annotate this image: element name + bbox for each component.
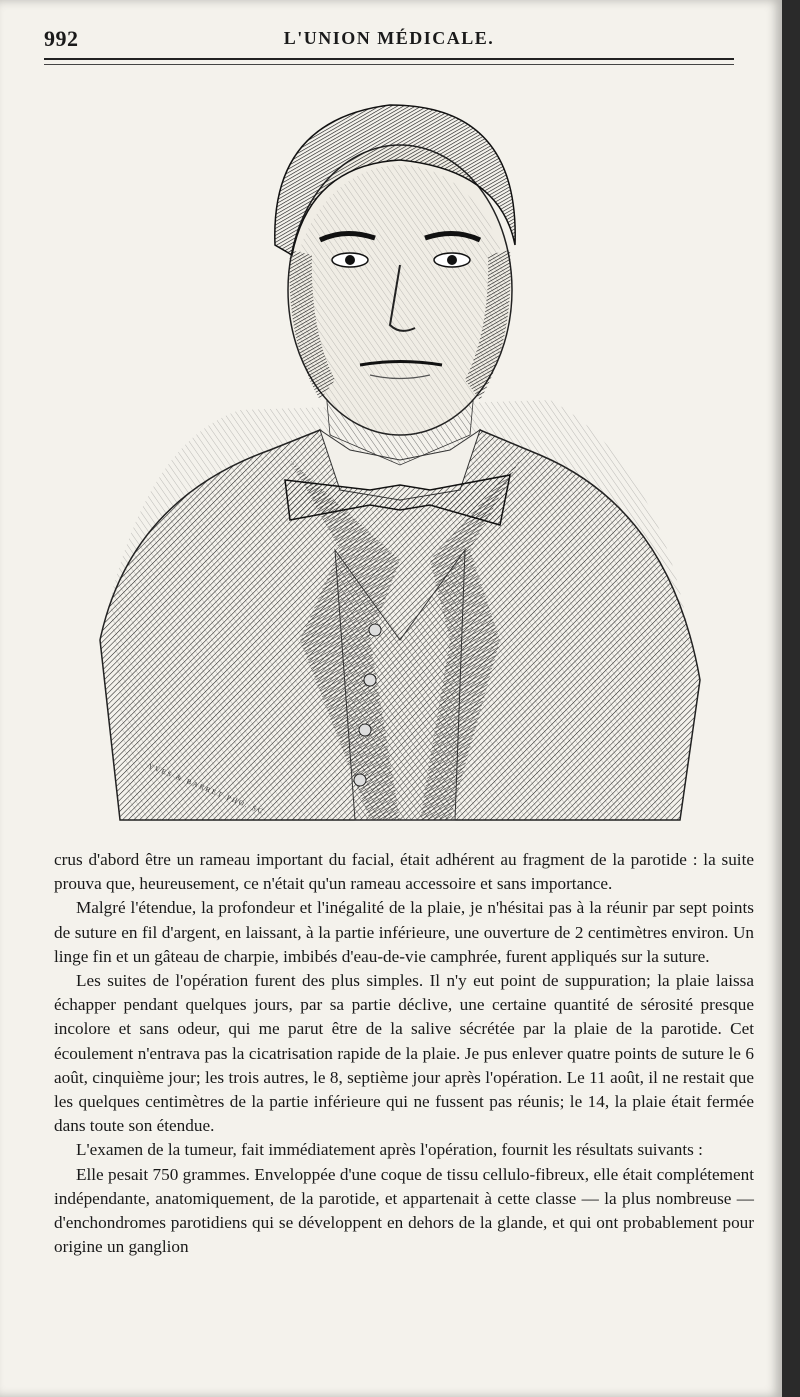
engraver-credit: YVES & BARRET PHO. SC.: [147, 762, 269, 818]
running-head: L'UNION MÉDICALE.: [283, 28, 495, 48]
paragraph-4: L'examen de la tumeur, fait immédiatement après l'opération, fournit les résultats suivants :: [76, 1140, 703, 1160]
header-rule-thin: [44, 64, 734, 65]
body-text: [54, 848, 754, 1259]
paragraph-3: Les suites de l'opération furent des plus simples. Il n'y eut point de suppuration; la plaie laissa échapper pendant quelques jours, par sa partie déclive, une certaine quantité de sérosité presque incolore et sans odeur, qui me parut être de la salive sécrétée par la plaie de la parotide. Cet écoulement n'entrava pas la cicatrisation rapide de la plaie. Je pus enlever quatre points de suture le 6 août, cinquième jour; les trois autres, le 8, septième jour après l'opération. Le 11 août, il ne restait que les quelques centimètres de la partie inférieure qui ne fussent pas réunis; le 14, la plaie était fermée dans toute son étendue.: [54, 971, 754, 1136]
paragraph-2: Malgré l'étendue, la profondeur et l'inégalité de la plaie, je n'hésitai pas à la réunir par sept points de suture en fil d'argent, en laissant, à la partie inférieure, une ouverture de 2 centimètres environ. Un linge fin et un gâteau de charpie, imbibés d'eau-de-vie camphrée, furent appliqués sur la suture.: [54, 898, 754, 966]
page-header: [44, 22, 734, 52]
header-rule: [44, 58, 734, 60]
engraved-portrait: [70, 80, 720, 840]
paragraph-5: Elle pesait 750 grammes. Enveloppée d'une coque de tissu cellulo-fibreux, elle était complétement indépendante, anatomiquement, de la parotide, et appartenait à cette classe — la plus nombreuse — d'enchondromes parotidiens qui se développent en dehors de la glande, et qui ont probablement pour origine un ganglion: [54, 1164, 754, 1257]
page-number: 992: [44, 26, 79, 51]
paragraph-1: crus d'abord être un rameau important du facial, était adhérent au fragment de la parotide : la suite prouva que, heureusement, ce n'était qu'un rameau accessoire et sans importance.: [54, 850, 754, 894]
